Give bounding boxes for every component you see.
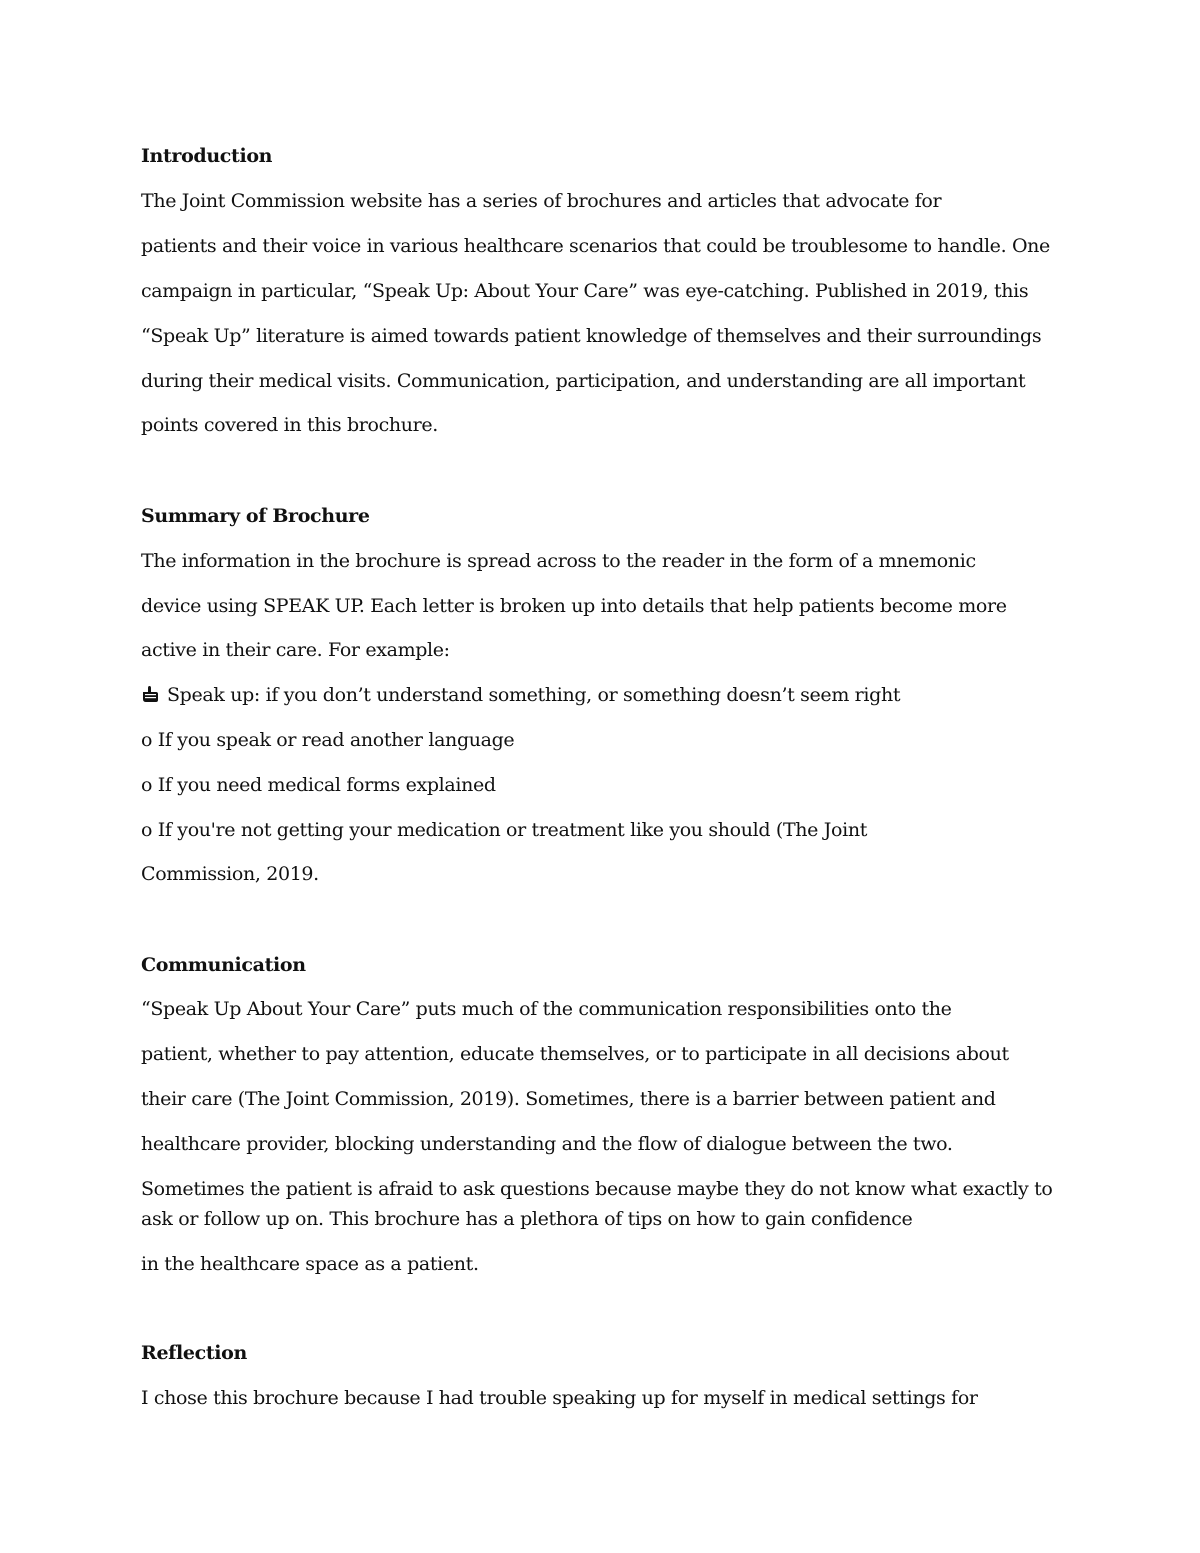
introduction-line-1: The Joint Commission website has a series of brochures and articles that advocate for	[141, 190, 942, 212]
summary-bullet-text: Speak up: if you don’t understand something, or something doesn’t seem right	[167, 684, 901, 706]
pointing-hand-icon	[141, 685, 159, 709]
reflection-heading: Reflection	[141, 1342, 247, 1364]
introduction-line-5: during their medical visits. Communication, participation, and understanding are all important	[141, 370, 1026, 392]
communication-line-4: healthcare provider, blocking understanding and the flow of dialogue between the two.	[141, 1133, 953, 1155]
summary-subitem-3-continued: Commission, 2019.	[141, 863, 319, 885]
communication-line-5: Sometimes the patient is afraid to ask questions because maybe they do not know what exactly to	[141, 1178, 1053, 1200]
summary-heading: Summary of Brochure	[141, 505, 370, 527]
communication-line-3: their care (The Joint Commission, 2019). Sometimes, there is a barrier between patient and	[141, 1088, 996, 1110]
communication-line-6: ask or follow up on. This brochure has a plethora of tips on how to gain confidence	[141, 1208, 913, 1230]
summary-subitem-1: o If you speak or read another language	[141, 729, 515, 751]
introduction-heading: Introduction	[141, 145, 273, 167]
introduction-line-2: patients and their voice in various healthcare scenarios that could be troublesome to handle. One	[141, 235, 1050, 257]
introduction-line-6: points covered in this brochure.	[141, 414, 438, 436]
communication-line-7: in the healthcare space as a patient.	[141, 1253, 479, 1275]
introduction-line-3: campaign in particular, “Speak Up: About Your Care” was eye-catching. Published in 2019, this	[141, 280, 1029, 302]
reflection-line-1: I chose this brochure because I had trouble speaking up for myself in medical settings for	[141, 1387, 978, 1409]
communication-heading: Communication	[141, 954, 306, 976]
summary-bullet	[141, 683, 900, 709]
communication-line-1: “Speak Up About Your Care” puts much of the communication responsibilities onto the	[141, 998, 952, 1020]
summary-subitem-3: o If you're not getting your medication or treatment like you should (The Joint	[141, 819, 867, 841]
summary-line-3: active in their care. For example:	[141, 639, 450, 661]
introduction-line-4: “Speak Up” literature is aimed towards patient knowledge of themselves and their surroundings	[141, 325, 1042, 347]
summary-subitem-2: o If you need medical forms explained	[141, 774, 496, 796]
communication-line-2: patient, whether to pay attention, educate themselves, or to participate in all decisions about	[141, 1043, 1009, 1065]
summary-line-2: device using SPEAK UP. Each letter is broken up into details that help patients become more	[141, 595, 1007, 617]
summary-line-1: The information in the brochure is spread across to the reader in the form of a mnemonic	[141, 550, 976, 572]
